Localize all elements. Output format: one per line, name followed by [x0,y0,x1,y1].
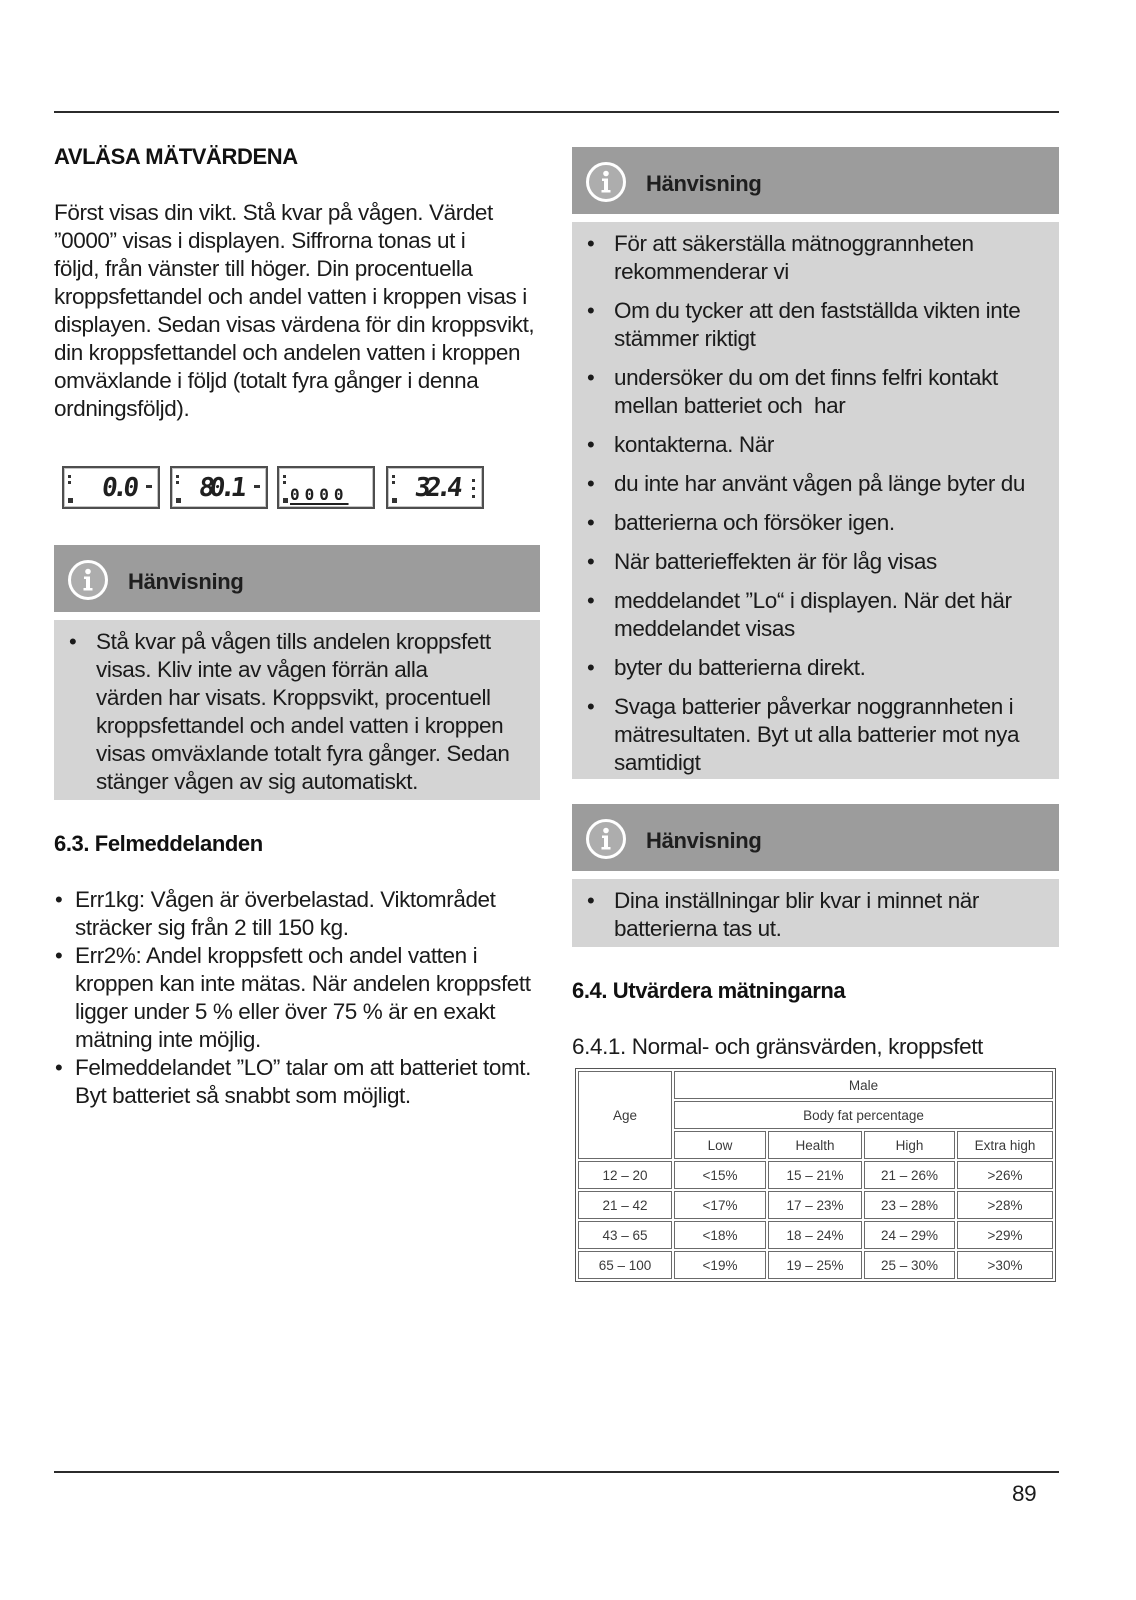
note-title: Hänvisning [646,171,762,196]
top-rule [54,111,1059,113]
lcd-value: 0.0 [100,473,136,503]
table-row [578,1251,1053,1279]
list-item: • Stå kvar på vågen tills andelen kroppsfett visas. Kliv inte av vågen förrän alla värden har visats. Kroppsvikt, procentuell kroppsfettandel och andel vatten i kroppen visas omväxlande totalt fyra gånger. Sedan stänger vågen av sig automatiskt. [54,628,540,796]
table-cell: 17 – 23% [768,1191,862,1219]
list-item: • Err2%: Andel kroppsfett och andel vatten i kroppen kan inte mätas. När andelen kroppsfett ligger under 5 % eller över 75 % är en exakt mätning inte möjlig. [54,942,540,1054]
table-row [578,1191,1053,1219]
table-header-cell: Extra high [957,1131,1053,1159]
list-item: • du inte har använt vågen på länge byter du [572,470,1059,498]
table-cell: 43 – 65 [578,1221,672,1249]
note-title: Hänvisning [646,828,762,853]
table-cell: 24 – 29% [864,1221,955,1249]
list-item: • För att säkerställa mätnoggrannheten rekommenderar vi [572,230,1059,286]
table-cell: <15% [674,1161,766,1189]
list-item: • batterierna och försöker igen. [572,509,1059,537]
info-icon [585,161,627,203]
section-heading: 6.3. Felmeddelanden [54,831,263,856]
info-icon [67,559,109,601]
list-item: • undersöker du om det finns felfri kontakt mellan batteriet och har [572,364,1059,420]
table-cell: 18 – 24% [768,1221,862,1249]
table-cell: <19% [674,1251,766,1279]
table-cell: <17% [674,1191,766,1219]
lcd-value: 32.4 [413,473,460,503]
table-cell: 12 – 20 [578,1161,672,1189]
page-number: 89 [1012,1481,1037,1506]
table-header-cell: Health [768,1131,862,1159]
note-header [572,147,1059,214]
note-body [54,620,540,800]
note-list [572,230,1059,777]
body-fat-table [575,1068,1056,1282]
table-cell: 15 – 21% [768,1161,862,1189]
lcd-display [277,466,375,509]
lcd-segment-indicator [472,479,475,482]
note-body [572,222,1059,779]
lcd-segment-indicator [68,475,71,478]
table-cell: 23 – 28% [864,1191,955,1219]
list-item: • När batterieffekten är för låg visas [572,548,1059,576]
table-cell: >26% [957,1161,1053,1189]
table-row [578,1161,1053,1189]
table-header-cell: High [864,1131,955,1159]
info-icon [585,818,627,860]
list-item: • Om du tycker att den fastställda vikten inte stämmer riktigt [572,297,1059,353]
lcd-segment-indicator [176,475,179,478]
lcd-value: 0000 [290,485,349,504]
table-cell: >29% [957,1221,1053,1249]
table-cell: 19 – 25% [768,1251,862,1279]
table-row [578,1221,1053,1249]
table-cell: >28% [957,1191,1053,1219]
list-item: • kontakterna. När [572,431,1059,459]
table-cell: 21 – 42 [578,1191,672,1219]
list-item: • Svaga batterier påverkar noggrannheten i mätresultaten. Byt ut alla batterier mot nya samtidigt [572,693,1059,777]
note-header [572,804,1059,871]
lcd-value: 80.1 [197,473,244,503]
lcd-arrow-indicator [146,485,152,488]
list-item: • byter du batterierna direkt. [572,654,1059,682]
table-header-cell: Male [674,1071,1053,1099]
table-cell: 65 – 100 [578,1251,672,1279]
list-item: • meddelandet ”Lo“ i displayen. När det här meddelandet visas [572,587,1059,643]
note-title: Hänvisning [128,569,244,594]
table-caption: 6.4.1. Normal- och gränsvärden, kroppsfett [572,1034,983,1059]
lcd-display [386,466,484,509]
note-header [54,545,540,612]
note-list [54,628,540,796]
bottom-rule [54,1471,1059,1473]
table-header-cell: Low [674,1131,766,1159]
table-header-row [578,1071,1053,1099]
lcd-segment-indicator [392,475,395,478]
table-cell: <18% [674,1221,766,1249]
error-list [54,886,540,1110]
lcd-arrow-indicator [254,485,260,488]
table-cell: 25 – 30% [864,1251,955,1279]
note-list [572,887,1059,943]
section-heading: 6.4. Utvärdera mätningarna [572,978,846,1003]
list-item: • Err1kg: Vågen är överbelastad. Viktområdet sträcker sig från 2 till 150 kg. [54,886,540,942]
list-item: • Dina inställningar blir kvar i minnet när batterierna tas ut. [572,887,1059,943]
lcd-display [62,466,160,509]
table-cell: 21 – 26% [864,1161,955,1189]
table-header-cell: Body fat percentage [674,1101,1053,1129]
table-header-cell: Age [578,1071,672,1159]
intro-paragraph: Först visas din vikt. Stå kvar på vågen. Värdet ”0000” visas i displayen. Siffrorna tonas ut i följd, från vänster till höger. Din procentuella kroppsfettandel och andel vatten i kroppen visas i displayen. Sedan visas värdena för din kroppsvikt, din kroppsfettandel och andelen vatten i kroppen omväxlande i följd (totalt fyra gånger i denna ordningsföljd). [54,200,535,421]
lcd-segment-indicator [283,475,286,478]
note-body [572,879,1059,947]
list-item: • Felmeddelandet ”LO” talar om att batteriet tomt. Byt batteriet så snabbt som möjligt. [54,1054,540,1110]
lcd-display [170,466,268,509]
table-cell: >30% [957,1251,1053,1279]
section-heading: AVLÄSA MÄTVÄRDENA [54,144,298,169]
